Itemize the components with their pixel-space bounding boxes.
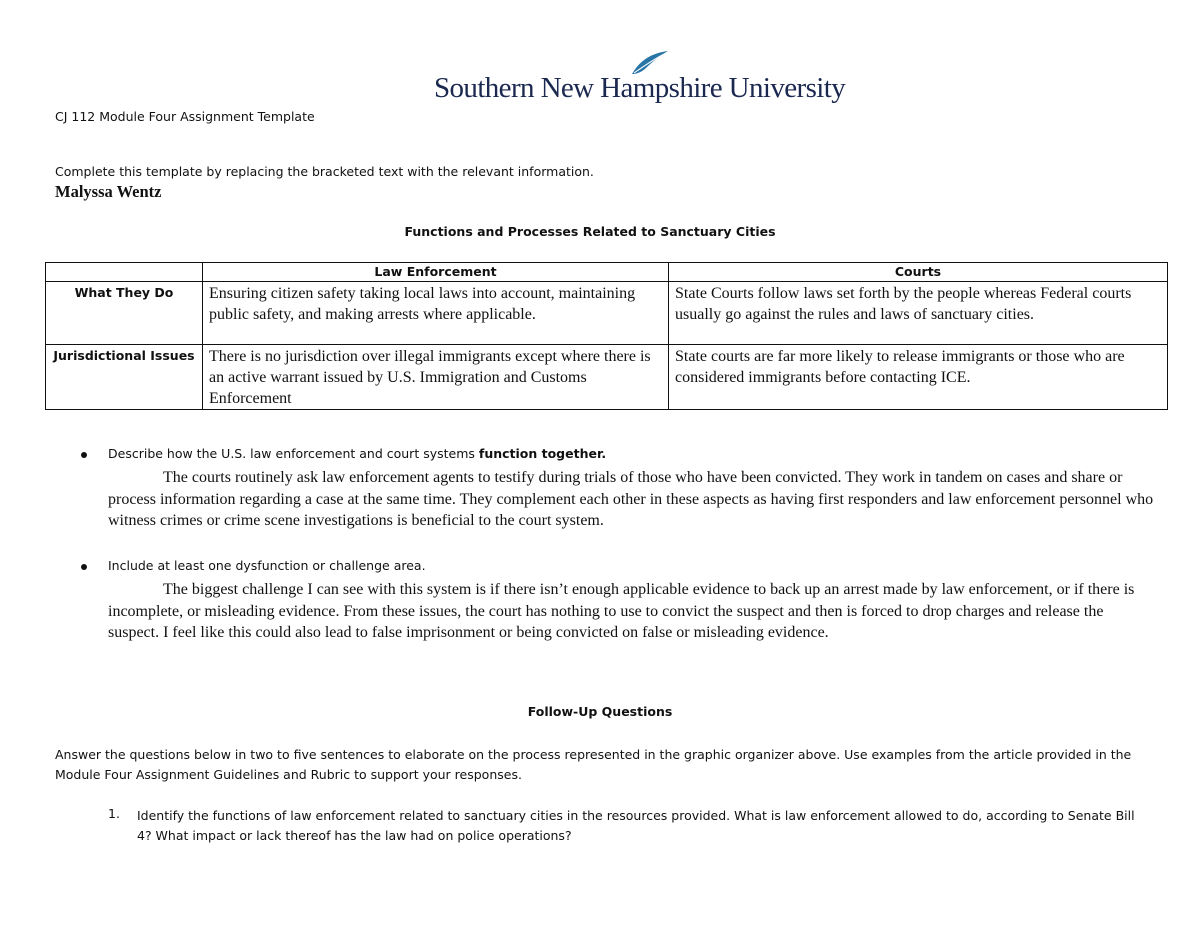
table-row (46, 345, 1168, 410)
sanctuary-table (45, 262, 1168, 410)
author-name: Malyssa Wentz (55, 182, 162, 201)
law-cell: There is no jurisdiction over illegal immigrants except where there is an active warrant issued by U.S. Immigration and Customs Enforcement (203, 345, 669, 410)
course-title: CJ 112 Module Four Assignment Template (55, 109, 315, 124)
instruction-text: Complete this template by replacing the bracketed text with the relevant information. (55, 164, 594, 179)
col-header-law: Law Enforcement (203, 263, 669, 282)
table-title: Functions and Processes Related to Sanctuary Cities (404, 224, 776, 239)
courts-cell: State Courts follow laws set forth by the people whereas Federal courts usually go against the rules and laws of sanctuary cities. (669, 282, 1168, 345)
bullet-icon (81, 452, 87, 458)
bullet-prompt (108, 446, 606, 461)
row-label: Jurisdictional Issues (46, 345, 203, 410)
courts-cell: State courts are far more likely to release immigrants or those who are considered immigrants before contacting ICE. (669, 345, 1168, 410)
prompt-text: Include at least one dysfunction or challenge area. (108, 558, 426, 573)
followup-title: Follow-Up Questions (527, 704, 673, 719)
question-text: Identify the functions of law enforcement related to sanctuary cities in the resources provided. What is law enforcement allowed to do, according to Senate Bill 4? What impact or lack thereof has the law had on police operations? (137, 808, 1135, 843)
bullet-prompt (108, 558, 426, 573)
table-row (46, 282, 1168, 345)
row-label: What They Do (46, 282, 203, 345)
corner-cell (46, 263, 203, 282)
university-logo (434, 50, 846, 110)
prompt-text: Describe how the U.S. law enforcement and court systems (108, 446, 479, 461)
bullet-icon (81, 564, 87, 570)
followup-intro: Answer the questions below in two to five sentences to elaborate on the process represented in the graphic organizer above. Use examples from the article provided in the Module Four Assignment Guidelines and Rubric to support your responses. (55, 747, 1132, 782)
law-cell: Ensuring citizen safety taking local laws into account, maintaining public safety, and making arrests where applicable. (203, 282, 669, 345)
bullet-answer: The biggest challenge I can see with this system is if there isn’t enough applicable evidence to back up an arrest made by law enforcement, or if there is incomplete, or misleading evidence. From these issues, the court has nothing to use to convict the suspect and then is forced to drop charges and release the suspect. I feel like this could also lead to false imprisonment or being convicted on false or misleading evidence. (108, 581, 1135, 641)
table-header-row (46, 263, 1168, 282)
university-name: Southern New Hampshire University (434, 72, 846, 104)
prompt-bold-text: function together. (478, 446, 607, 461)
col-header-courts: Courts (669, 263, 1168, 282)
bullet-answer: The courts routinely ask law enforcement agents to testify during trials of those who have been convicted. They work in tandem on cases and share or process information regarding a case at the same time. They complement each other in these aspects as having first responders and law enforcement personnel who witness crimes or crime scene investigations is beneficial to the court system. (108, 469, 1154, 529)
question-number: 1. (108, 806, 120, 821)
